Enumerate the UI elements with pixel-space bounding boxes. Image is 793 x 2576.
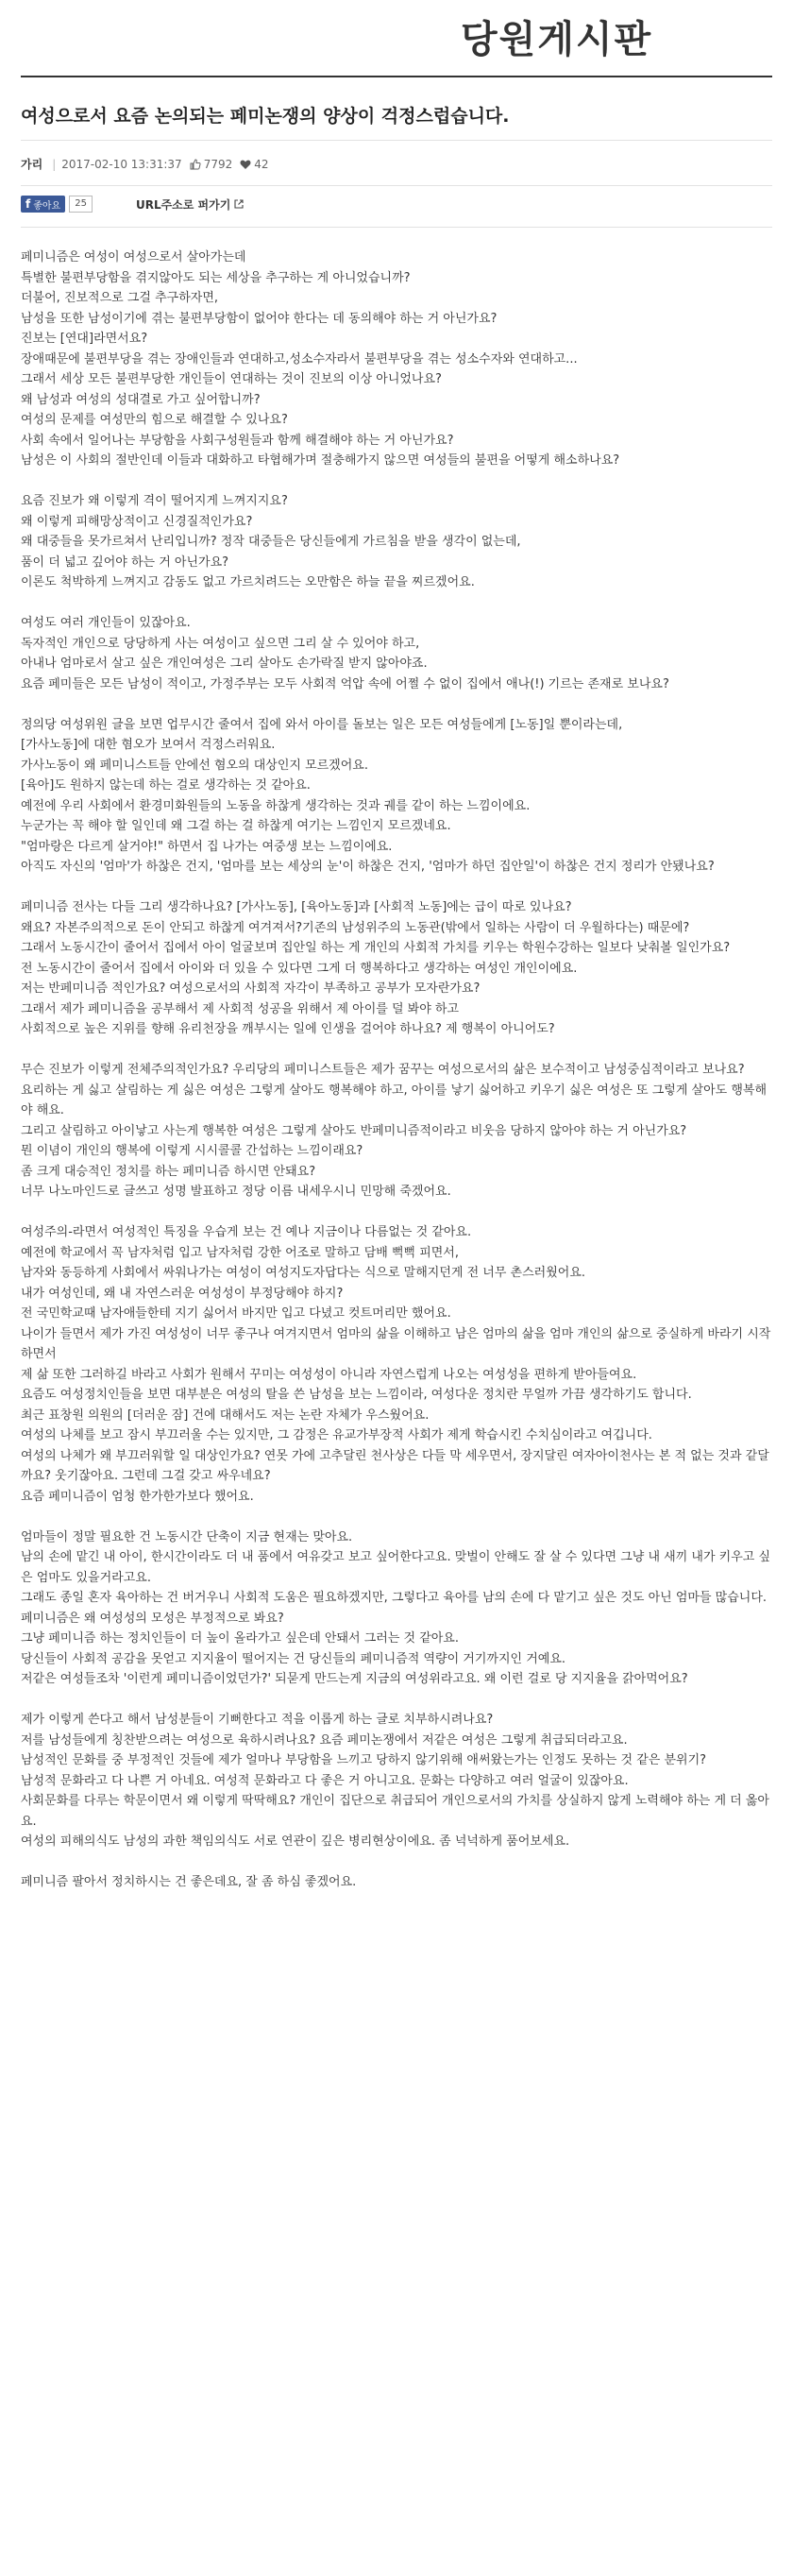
body-line: 그래도 종일 혼자 육아하는 건 버거우니 사회적 도움은 필요하겠지만, 그렇다고 육아를 남의 손에 다 맡기고 싶은 것도 아닌 엄마들 많습니다. bbox=[21, 1591, 768, 1605]
body-line: 여성의 피해의식도 남성의 과한 책임의식도 서로 연관이 깊은 병리현상이에요. 좀 넉넉하게 품어보세요. bbox=[21, 1834, 570, 1849]
post-title: 여성으로서 요즘 논의되는 페미논쟁의 양상이 걱정스럽습니다. bbox=[21, 106, 510, 127]
body-line: 제가 이렇게 쓴다고 해서 남성분들이 기뻐한다고 적을 이롭게 하는 글로 치부하시려나요? bbox=[21, 1713, 494, 1727]
body-line: 예전에 학교에서 꼭 남자처럼 입고 남자처럼 강한 어조로 말하고 담배 뻑뻑 피면서, bbox=[21, 1245, 460, 1260]
facebook-icon: f bbox=[25, 197, 31, 211]
body-line: 페미니즘 팔아서 정치하시는 건 좋은데요, 잘 좀 하심 좋겠어요. bbox=[21, 1875, 357, 1889]
body-line: 남성은 이 사회의 절반인데 이들과 대화하고 타협해가며 절충해가지 않으면 여성들의 불편을 어떻게 해소하나요? bbox=[21, 453, 620, 468]
paragraph-break bbox=[21, 1507, 772, 1527]
paragraph-break bbox=[21, 694, 772, 715]
body-line: [가사노동]에 대한 혐오가 보여서 걱정스러워요. bbox=[21, 738, 276, 752]
body-line: 당신들이 사회적 공감을 못얻고 지지율이 떨어지는 건 당신들의 페미니즘적 역량이 거기까지인 거예요. bbox=[21, 1651, 566, 1666]
post-author[interactable]: 가리 bbox=[21, 158, 43, 171]
external-link-icon bbox=[234, 199, 244, 209]
paragraph-break bbox=[21, 593, 772, 614]
board-title: 당원게시판 bbox=[461, 18, 653, 61]
body-line: 너무 나노마인드로 글쓰고 성명 발표하고 정당 이름 내세우시니 민망해 죽겠어요. bbox=[21, 1185, 451, 1199]
body-line: 제 삶 또한 그러하길 바라고 사회가 원해서 꾸미는 여성성이 아니라 자연스럽게 나오는 여성성을 편하게 받아들여요. bbox=[21, 1367, 637, 1382]
body-line: 아직도 자신의 '엄마'가 하찮은 건지, '엄마를 보는 세상의 눈'이 하찮은 건지, '엄마가 하던 집안일'이 하찮은 건지 정리가 안됐나요? bbox=[21, 860, 715, 874]
share-divider bbox=[21, 227, 772, 228]
body-line: 가사노동이 왜 페미니스트들 안에선 혐오의 대상인지 모르겠어요. bbox=[21, 758, 368, 773]
body-line: 이론도 척박하게 느껴지고 감동도 없고 가르치려드는 오만함은 하늘 끝을 찌르겠어요. bbox=[21, 575, 475, 589]
body-line: 남성적인 문화를 중 부정적인 것들에 제가 얼마나 부당함을 느끼고 당하지 않기위해 애써왔는가는 인정도 못하는 것 같은 분위기? bbox=[21, 1753, 707, 1767]
body-line: 페미니즘은 여성이 여성으로서 살아가는데 bbox=[21, 250, 246, 264]
body-line: 그래서 노동시간이 줄어서 집에서 아이 얼굴보며 집안일 하는 게 개인의 사회적 가치를 키우는 학원수강하는 일보다 낮춰볼 일인가요? bbox=[21, 941, 731, 955]
body-line: 특별한 불편부당함을 겪지않아도 되는 세상을 추구하는 게 아니었습니까? bbox=[21, 270, 411, 285]
body-line: 여성의 문제를 여성만의 힘으로 해결할 수 있나요? bbox=[21, 413, 288, 427]
post-date: 2017-02-10 13:31:37 bbox=[61, 157, 182, 171]
body-line: 그리고 살림하고 아이낳고 사는게 행복한 여성은 그렇게 살아도 반페미니즘적이라고 비웃음 당하지 않아야 하는 거 아닌가요? bbox=[21, 1123, 687, 1138]
body-line: 요즘 페미니즘이 엄청 한가한가보다 했어요. bbox=[21, 1489, 254, 1504]
body-line: 여성의 나체가 왜 부끄러워할 일 대상인가요? 연못 가에 고추달린 천사상은 다들 막 세우면서, 장지달린 여자아이천사는 본 적 없는 것과 같달까요? 웃기잖아요. 그런데 그걸 갖고 싸우네요? bbox=[21, 1448, 769, 1483]
body-line: 무슨 진보가 이렇게 전체주의적인가요? 우리당의 페미니스트들은 제가 꿈꾸는 여성으로서의 삶은 보수적이고 남성중심적이라고 보나요? bbox=[21, 1063, 745, 1077]
facebook-like-label: 좋아요 bbox=[33, 200, 61, 212]
body-line: 독자적인 개인으로 당당하게 사는 여성이고 싶으면 그리 살 수 있어야 하고, bbox=[21, 636, 420, 651]
body-line: 그래서 세상 모든 불편부당한 개인들이 연대하는 것이 진보의 이상 아니었나요? bbox=[21, 372, 442, 386]
header-divider bbox=[21, 76, 772, 77]
body-line: 나이가 들면서 제가 가진 여성성이 너무 좋구나 여겨지면서 엄마의 삶을 이해하고 남은 엄마의 삶을 엄마 개인의 삶으로 중실하게 바라기 시작하면서 bbox=[21, 1326, 771, 1361]
body-line: 그래서 제가 페미니즘을 공부해서 제 사회적 성공을 위해서 제 아이를 덜 봐야 하고 bbox=[21, 1001, 460, 1016]
body-line: 페미니즘 전사는 다들 그리 생각하나요? [가사노동], [육아노동]과 [사회적 노동]에는 급이 따로 있나요? bbox=[21, 900, 572, 914]
body-line: 페미니즘은 왜 여성성의 모성은 부정적으로 봐요? bbox=[21, 1611, 284, 1626]
post-meta bbox=[21, 156, 269, 172]
share-bar bbox=[21, 196, 244, 213]
body-line: 사회 속에서 일어나는 부당함을 사회구성원들과 함께 해결해야 하는 거 아닌가요? bbox=[21, 433, 454, 448]
body-line: 왜 남성과 여성의 성대결로 가고 싶어합니까? bbox=[21, 392, 261, 407]
body-line: 사회문화를 다루는 학문이면서 왜 이렇게 딱딱해요? 개인이 집단으로 취급되어 개인으로서의 가치를 상실하지 않게 노력해야 하는 게 더 옳아요. bbox=[21, 1794, 769, 1829]
meta-separator: | bbox=[52, 157, 57, 171]
body-line: [육아]도 원하지 않는데 하는 걸로 생각하는 것 같아요. bbox=[21, 778, 311, 793]
body-line: 요리하는 게 싫고 살림하는 게 싫은 여성은 그렇게 살아도 행복해야 하고, 아이를 낳기 싫어하고 키우기 싫은 여성은 또 그렇게 살아도 행복해야 해요. bbox=[21, 1083, 768, 1117]
paragraph-break bbox=[21, 1690, 772, 1711]
body-line: 저를 남성들에게 칭찬받으려는 여성으로 육하시려나요? 요즘 페미논쟁에서 저같은 여성은 그렇게 취급되더라고요. bbox=[21, 1732, 628, 1748]
body-line: 정의당 여성위원 글을 보면 업무시간 줄여서 집에 와서 아이를 돌보는 일은 모든 여성들에게 [노동]일 뿐이라는데, bbox=[21, 717, 623, 732]
body-line: 저는 반페미니즘 적인가요? 여성으로서의 사회적 자각이 부족하고 공부가 모자란가요? bbox=[21, 981, 481, 996]
body-line: 진보는 [연대]라면서요? bbox=[21, 332, 148, 346]
paragraph-break bbox=[21, 878, 772, 898]
heart-icon bbox=[240, 159, 251, 170]
post-likes: 42 bbox=[254, 157, 269, 171]
body-line: 왜 대중들을 못가르쳐서 난리입니까? 정작 대중들은 당신들에게 가르침을 받을 생각이 없는데, bbox=[21, 535, 521, 549]
body-line: 뭔 이념이 개인의 행복에 이렇게 시시콜콜 간섭하는 느낌이래요? bbox=[21, 1144, 363, 1158]
post-views: 7792 bbox=[203, 157, 233, 171]
body-line: 요즘 진보가 왜 이렇게 격이 떨어지게 느껴지지요? bbox=[21, 494, 288, 508]
body-line: 남성을 또한 남성이기에 겪는 불편부당함이 없어야 한다는 데 동의해야 하는 거 아닌가요? bbox=[21, 311, 498, 326]
facebook-like-count: 25 bbox=[69, 196, 93, 213]
title-divider bbox=[21, 140, 772, 141]
body-line: 사회적으로 높은 지위를 향해 유리천장을 깨부시는 일에 인생을 걸어야 하나요? 제 행복이 아니어도? bbox=[21, 1022, 555, 1036]
board-header bbox=[0, 0, 793, 68]
body-line: 아내나 엄마로서 살고 싶은 개인여성은 그리 살아도 손가락질 받지 않아야죠. bbox=[21, 657, 428, 671]
paragraph-break bbox=[21, 1040, 772, 1061]
body-line: 왜요? 자본주의적으로 돈이 안되고 하찮게 여겨져서?기존의 남성위주의 노동관(밖에서 일하는 사람이 더 우월하다는) 때문에? bbox=[21, 920, 690, 935]
body-line: 저같은 여성들조차 '이런게 페미니즘이었던가?' 되묻게 만드는게 지금의 여성위라고요. 왜 이런 걸로 당 지지율을 갉아먹어요? bbox=[21, 1672, 688, 1686]
body-line: 남성적 문화라고 다 나쁜 거 아네요. 여성적 문화라고 다 좋은 거 아니고요. 문화는 다양하고 여러 얼굴이 있잖아요. bbox=[21, 1773, 629, 1788]
url-copy-link[interactable] bbox=[136, 196, 244, 213]
body-line: 전 노동시간이 줄어서 집에서 아이와 더 있을 수 있다면 그게 더 행복하다고 생각하는 여성인 개인이에요. bbox=[21, 961, 578, 976]
post-body bbox=[21, 247, 772, 1893]
body-line: 품이 더 넓고 깊어야 하는 거 아닌가요? bbox=[21, 554, 229, 570]
meta-divider bbox=[21, 185, 772, 186]
body-line: 더불어, 진보적으로 그걸 추구하자면, bbox=[21, 291, 219, 305]
body-line: 장애때문에 불편부당을 겪는 장애인들과 연대하고,성소수자라서 불편부당을 겪는 성소수자와 연대하고... bbox=[21, 351, 578, 367]
body-line: 예전에 우리 사회에서 환경미화원들의 노동을 하찮게 생각하는 것과 궤를 같이 하는 느낌이에요. bbox=[21, 798, 531, 813]
paragraph-break bbox=[21, 471, 772, 492]
body-line: 왜 이렇게 피해망상적이고 신경질적인가요? bbox=[21, 514, 253, 529]
body-line: 좀 크게 대승적인 정치를 하는 페미니즘 하시면 안돼요? bbox=[21, 1164, 316, 1179]
body-line: 여성주의-라면서 여성적인 특징을 우습게 보는 건 예나 지금이나 다름없는 것 같아요. bbox=[21, 1225, 472, 1239]
body-line: 여성의 나체를 보고 잠시 부끄러울 수는 있지만, 그 감정은 유교가부장적 사회가 제게 학습시킨 수치심이라고 여깁니다. bbox=[21, 1428, 652, 1442]
body-line: 요즘도 여성정치인들을 보면 대부분은 여성의 탈을 쓴 남성을 보는 느낌이라, 여성다운 정치란 무얼까 가끔 생각하기도 합니다. bbox=[21, 1388, 692, 1402]
body-line: 요즘 페미들은 모든 남성이 적이고, 가정주부는 모두 사회적 억압 속에 어쩔 수 없이 집에서 애나(!) 기르는 존재로 보나요? bbox=[21, 676, 669, 691]
body-line: 최근 표창원 의원의 [더러운 잠] 건에 대해서도 저는 논란 자체가 우스웠어요. bbox=[21, 1407, 430, 1423]
paragraph-break bbox=[21, 1852, 772, 1873]
body-line: 여성도 여러 개인들이 있잖아요. bbox=[21, 616, 191, 630]
body-line: 그냥 페미니즘 하는 정치인들이 더 높이 올라가고 싶은데 안돼서 그러는 것 같아요. bbox=[21, 1631, 460, 1646]
facebook-like-button[interactable] bbox=[21, 196, 65, 213]
thumb-view-icon bbox=[190, 159, 201, 170]
url-copy-label: URL주소로 퍼가기 bbox=[135, 197, 231, 212]
paragraph-break bbox=[21, 1203, 772, 1223]
body-line: 누군가는 꼭 해야 할 일인데 왜 그걸 하는 걸 하찮게 여기는 느낌인지 모르겠네요. bbox=[21, 819, 451, 833]
body-line: 내가 여성인데, 왜 내 자연스러운 여성성이 부정당해야 하지? bbox=[21, 1286, 344, 1301]
body-line: "엄마랑은 다르게 살거야!" 하면서 집 나가는 여중생 보는 느낌이에요. bbox=[21, 839, 393, 854]
body-line: 남자와 동등하게 사회에서 싸워나가는 여성이 여성지도자답다는 식으로 말해지던게 전 너무 촌스러웠어요. bbox=[21, 1266, 586, 1280]
body-line: 남의 손에 맡긴 내 아이, 한시간이라도 더 내 품에서 여유갖고 보고 싶어한다고요. 맞벌이 안해도 잘 살 수 있다면 그냥 내 새끼 내가 키우고 싶은 엄마도 있을거라고요. bbox=[21, 1550, 770, 1585]
body-line: 엄마들이 정말 필요한 건 노동시간 단축이 지금 현재는 맞아요. bbox=[21, 1529, 353, 1544]
body-line: 전 국민학교때 남자애들한테 지기 싫어서 바지만 입고 다녔고 컷트머리만 했어요. bbox=[21, 1306, 451, 1321]
